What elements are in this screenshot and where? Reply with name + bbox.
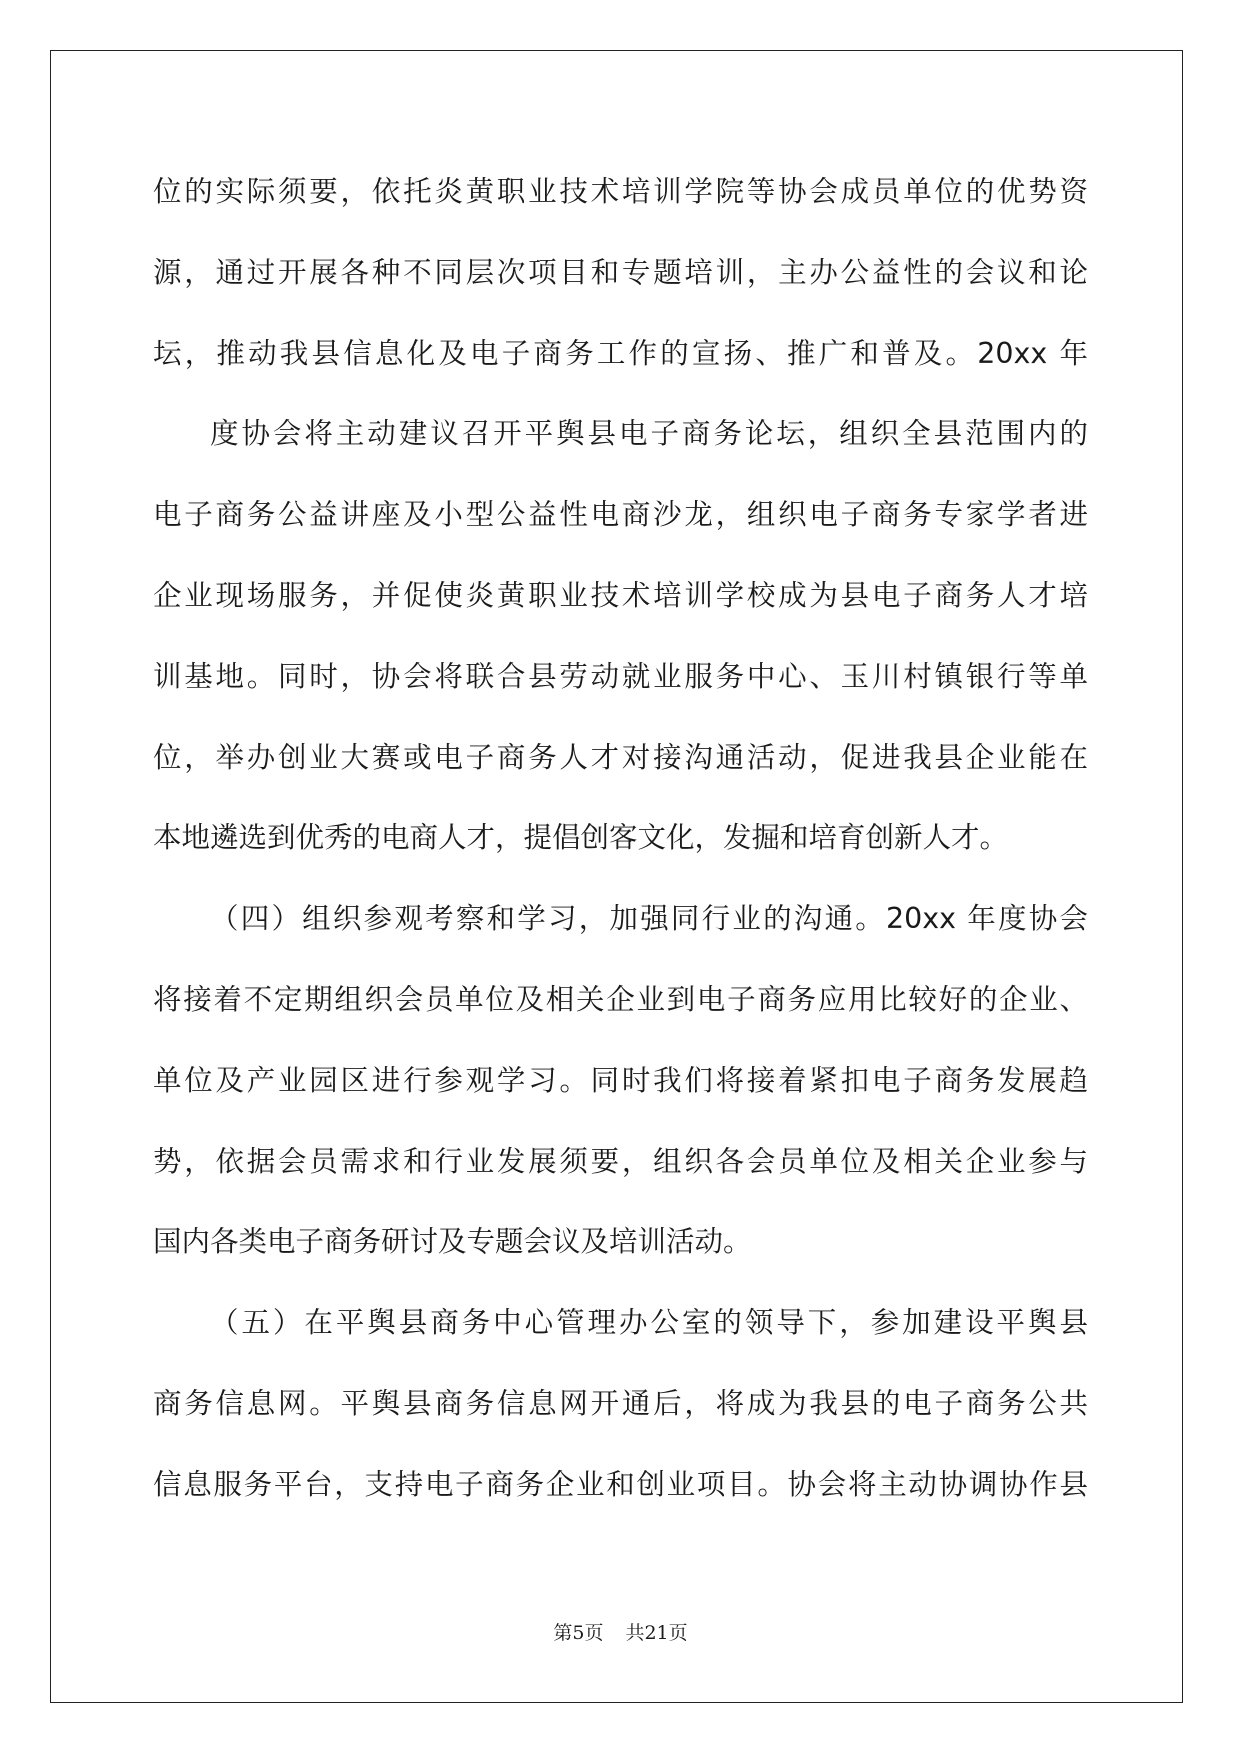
text-line: 度协会将主动建议召开平舆县电子商务论坛，组织全县范围内的 — [210, 417, 1088, 451]
text-line: （四）组织参观考察和学习，加强同行业的沟通。20xx 年度协会 — [210, 902, 1088, 936]
text-line: 单位及产业园区进行参观学习。同时我们将接着紧扣电子商务发展趋 — [153, 1063, 1088, 1097]
total-pages: 共21页 — [625, 1622, 688, 1644]
text-line: 信息服务平台，支持电子商务企业和创业项目。协会将主动协调协作县 — [153, 1467, 1088, 1501]
text-line: （五）在平舆县商务中心管理办公室的领导下，参加建设平舆县 — [210, 1306, 1088, 1340]
page-number: 第5页 — [553, 1622, 604, 1644]
text-line: 位的实际须要，依托炎黄职业技术培训学院等协会成员单位的优势资 — [153, 175, 1088, 208]
text-line: 坛，推动我县信息化及电子商务工作的宣扬、推广和普及。20xx 年 — [153, 336, 1088, 370]
document-body — [153, 160, 1088, 1534]
text-line: 势，依据会员需求和行业发展须要，组织各会员单位及相关企业参与 — [153, 1144, 1088, 1178]
text-line: 国内各类电子商务研讨及专题会议及培训活动。 — [153, 1225, 752, 1259]
page-footer — [0, 1618, 1241, 1645]
text-line: 企业现场服务，并促使炎黄职业技术培训学校成为县电子商务人才培 — [153, 578, 1088, 612]
text-line: 源，通过开展各种不同层次项目和专题培训，主办公益性的会议和论 — [153, 255, 1088, 289]
text-line: 位，举办创业大赛或电子商务人才对接沟通活动，促进我县企业能在 — [153, 740, 1088, 774]
text-line: 电子商务公益讲座及小型公益性电商沙龙，组织电子商务专家学者进 — [153, 498, 1088, 532]
text-line: 将接着不定期组织会员单位及相关企业到电子商务应用比较好的企业、 — [153, 982, 1088, 1016]
text-line: 训基地。同时，协会将联合县劳动就业服务中心、玉川村镇银行等单 — [153, 659, 1088, 693]
text-line: 本地遴选到优秀的电商人才，提倡创客文化，发掘和培育创新人才。 — [153, 821, 1009, 855]
text-line: 商务信息网。平舆县商务信息网开通后，将成为我县的电子商务公共 — [153, 1386, 1088, 1420]
